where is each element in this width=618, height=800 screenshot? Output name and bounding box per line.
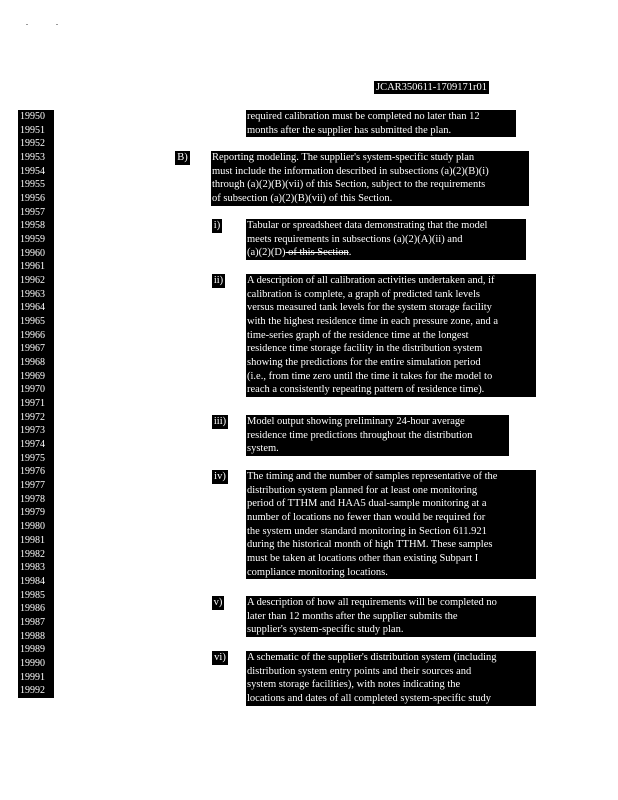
text-line: Model output showing preliminary 24-hour average: [247, 416, 465, 427]
text-line: residence time predictions throughout the distribution: [247, 429, 473, 441]
line-number: 19965: [20, 316, 45, 328]
item-label-vi: vi): [212, 651, 228, 665]
line-number: 19975: [20, 452, 45, 464]
line-number: 19957: [20, 206, 45, 218]
line-number: 19951: [20, 124, 45, 136]
text-line: during the historical month of high TTHM. These samples: [247, 539, 493, 551]
text-line: A description of how all requirements will be completed no: [247, 597, 497, 608]
line-number: 19964: [20, 302, 45, 314]
text-block-i: [246, 219, 526, 260]
text-line: compliance monitoring locations.: [247, 566, 388, 578]
text-block-ii: [246, 274, 536, 397]
line-number: 19961: [20, 261, 45, 273]
line-number: 19989: [20, 644, 45, 656]
item-label-iii: iii): [213, 416, 227, 427]
text-block-b: [211, 151, 529, 206]
line-number: 19958: [20, 220, 45, 232]
text-fragment: .: [348, 247, 352, 259]
line-number: 19974: [20, 439, 45, 451]
text-line: months after the supplier has submitted the plan.: [247, 124, 452, 136]
line-number: 19977: [20, 480, 45, 492]
text-line: (i.e., from time zero until the time it takes for the model to: [247, 370, 493, 382]
document-header-code: JCAR350611-1709171r01: [376, 82, 488, 93]
line-number: 19987: [20, 616, 45, 628]
line-number: 19972: [20, 411, 45, 423]
item-label-iv: iv): [212, 470, 228, 484]
text-fragment: (a)(2)(D): [247, 247, 286, 259]
text-line-with-strike: [246, 246, 526, 260]
text-line: reach a consistently repeating pattern of residence time).: [247, 384, 485, 396]
item-label-ii: ii): [213, 275, 224, 286]
line-number-column: [18, 110, 54, 698]
text-line: calibration is complete, a graph of predicted tank levels: [247, 288, 480, 300]
text-line: residence time storage facility in the distribution system: [247, 343, 483, 355]
scan-speck: [26, 24, 28, 25]
text-line: with the highest residence time in each pressure zone, and a: [247, 316, 499, 328]
text-line: must include the information described in subsections (a)(2)(B)(i): [212, 165, 489, 177]
text-block-v: [246, 596, 536, 637]
text-block-vi: [246, 651, 536, 706]
text-line: Reporting modeling. The supplier's system-specific study plan: [212, 152, 475, 163]
line-number: 19983: [20, 562, 45, 574]
text-line: system.: [247, 443, 279, 455]
text-line: showing the predictions for the entire simulation period: [247, 357, 481, 369]
scan-specks: [26, 24, 66, 28]
line-number: 19968: [20, 357, 45, 369]
line-number: 19967: [20, 343, 45, 355]
line-number: 19978: [20, 493, 45, 505]
line-number: 19971: [20, 398, 45, 410]
line-number: 19956: [20, 193, 45, 205]
item-label-v: v): [213, 597, 223, 608]
text-line: A schematic of the supplier's distribution system (including: [247, 652, 497, 663]
text-line: required calibration must be completed no later than 12: [247, 111, 480, 122]
line-number: 19950: [20, 111, 45, 122]
line-number: 19990: [20, 657, 45, 669]
text-line: locations and dates of all completed system-specific study: [247, 693, 492, 705]
line-number: 19984: [20, 575, 45, 587]
line-number: 19959: [20, 234, 45, 246]
line-number: 19966: [20, 329, 45, 341]
text-block-iv: [246, 470, 536, 579]
text-line: period of TTHM and HAA5 dual-sample monitoring at a: [247, 498, 487, 510]
line-number: 19992: [20, 685, 45, 697]
text-block-continuation: [246, 110, 516, 137]
text-line: through (a)(2)(B)(vii) of this Section, subject to the requirements: [212, 179, 486, 191]
text-line: must be taken at locations other than existing Subpart I: [247, 553, 479, 565]
line-number: 19960: [20, 247, 45, 259]
text-line: time-series graph of the residence time at the longest: [247, 329, 469, 341]
line-number: 19973: [20, 425, 45, 437]
line-number: 19979: [20, 507, 45, 519]
text-line: number of locations no fewer than would be required for: [247, 512, 486, 524]
line-number: 19954: [20, 165, 45, 177]
text-line: A description of all calibration activities undertaken and, if: [247, 275, 495, 286]
line-number: 19988: [20, 630, 45, 642]
line-number: 19991: [20, 671, 45, 683]
line-number: 19985: [20, 589, 45, 601]
struck-text: of this Section: [285, 247, 349, 259]
line-number: 19986: [20, 603, 45, 615]
text-line: The timing and the number of samples representative of the: [247, 471, 498, 482]
item-label-b: B): [175, 151, 190, 165]
text-line: later than 12 months after the supplier submits the: [247, 610, 458, 622]
line-number: 19970: [20, 384, 45, 396]
item-label-i: i): [213, 220, 221, 231]
text-line: Tabular or spreadsheet data demonstrating that the model: [247, 220, 488, 231]
line-number: 19952: [20, 138, 45, 150]
line-number: 19982: [20, 548, 45, 560]
line-number: 19969: [20, 370, 45, 382]
line-number: 19953: [20, 152, 45, 164]
text-line: versus measured tank levels for the system storage facility: [247, 302, 492, 314]
line-number: 19962: [20, 275, 45, 287]
line-number: 19976: [20, 466, 45, 478]
text-line: of subsection (a)(2)(B)(vii) of this Section.: [212, 193, 393, 205]
scan-speck: [56, 24, 58, 25]
text-line: distribution system entry points and their sources and: [247, 665, 472, 677]
text-line: supplier's system-specific study plan.: [247, 624, 404, 636]
text-line: distribution system planned for at least one monitoring: [247, 484, 478, 496]
line-number: 19980: [20, 521, 45, 533]
text-line: system storage facilities), with notes indicating the: [247, 679, 461, 691]
text-line: meets requirements in subsections (a)(2)(A)(ii) and: [247, 233, 463, 245]
line-number: 19963: [20, 288, 45, 300]
line-number: 19981: [20, 534, 45, 546]
line-number: 19955: [20, 179, 45, 191]
text-block-iii: [246, 415, 509, 456]
text-line: the system under standard monitoring in Section 611.921: [247, 525, 487, 537]
